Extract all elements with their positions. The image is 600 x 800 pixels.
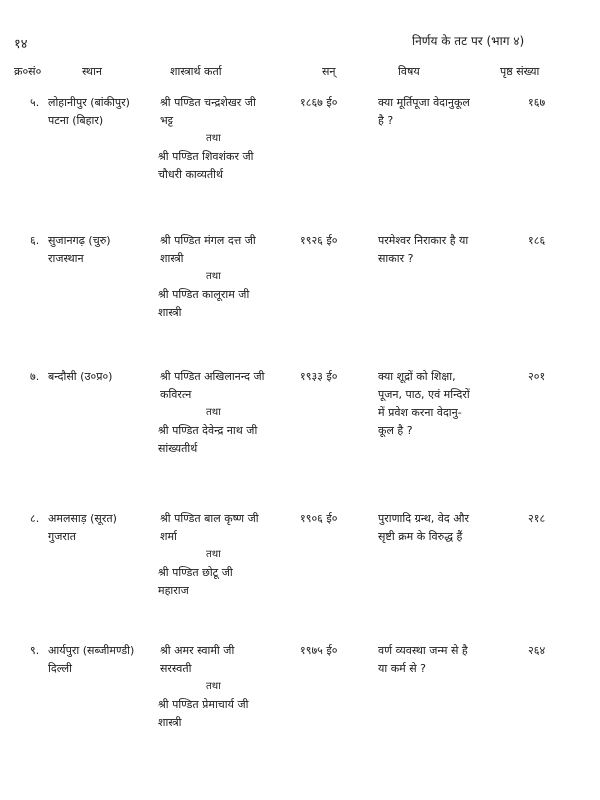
row-debater-second: सांख्यतीर्थ [158, 442, 198, 455]
row-debater-second: श्री पण्डित प्रेमाचार्य जी [158, 698, 249, 711]
row-place: राजस्थान [48, 252, 84, 265]
row-debater-first: श्री पण्डित अखिलानन्द जी [160, 370, 265, 383]
row-subject: पुराणादि ग्रन्थ, वेद और [378, 512, 469, 525]
header-year: सन् [322, 65, 336, 78]
header-subject: विषय [398, 65, 420, 78]
row-debater-second: श्री पण्डित देवेन्द्र नाथ जी [158, 424, 258, 437]
row-debater-second: महाराज [158, 584, 189, 597]
row-number: ९. [30, 644, 40, 657]
row-conjunction: तथा [206, 549, 221, 560]
row-subject: क्या मूर्तिपूजा वेदानुकूल [378, 96, 470, 109]
row-debater-first: श्री पण्डित मंगल दत्त जी [160, 234, 256, 247]
row-place: अमलसाड़ (सूरत) [48, 512, 117, 525]
row-year: १९२६ ई० [300, 234, 338, 247]
page-number: १४ [14, 37, 28, 52]
row-subject: या कर्म से ? [378, 662, 427, 675]
row-debater-first: कविरत्न [160, 388, 192, 401]
row-debater-second: श्री पण्डित कालूराम जी [158, 288, 250, 301]
row-subject: सृष्टी क्रम के विरुद्ध हैं [378, 530, 463, 543]
header-debaters: शास्त्रार्थ कर्ता [170, 65, 222, 78]
row-debater-first: श्री अमर स्वामी जी [160, 644, 235, 657]
row-page-number: २६४ [528, 644, 546, 657]
row-debater-first: शर्मा [160, 530, 177, 543]
row-subject: में प्रवेश करना वेदानु- [378, 406, 462, 419]
row-debater-second: शास्त्री [158, 716, 182, 729]
row-number: ६. [30, 234, 40, 247]
row-page-number: २०१ [528, 370, 546, 383]
row-place: आर्यपुरा (सब्जीमण्डी) [48, 644, 135, 657]
row-place: गुजरात [48, 530, 76, 543]
row-subject: परमेश्वर निराकार है या [378, 234, 469, 247]
row-subject: साकार ? [378, 252, 414, 265]
row-place: बन्दौसी (उ०प्र०) [48, 370, 113, 383]
row-year: १८६७ ई० [300, 96, 338, 109]
row-year: १९३३ ई० [300, 370, 338, 383]
row-place: सुजानगढ़ (चुरु) [48, 234, 111, 247]
row-debater-second: शास्त्री [158, 306, 182, 319]
row-conjunction: तथा [206, 407, 221, 418]
row-page-number: १८६ [528, 234, 546, 247]
header-place: स्थान [82, 65, 103, 78]
running-head: निर्णय के तट पर (भाग ४) [412, 34, 525, 48]
row-debater-first: श्री पण्डित बाल कृष्ण जी [160, 512, 259, 525]
row-subject: वर्ण व्यवस्था जन्म से है [378, 644, 468, 657]
row-number: ८. [30, 512, 40, 525]
row-number: ७. [30, 370, 40, 383]
header-serial: क्र०सं० [14, 65, 42, 78]
row-debater-second: श्री पण्डित छोटू जी [158, 566, 233, 579]
row-year: १९७५ ई० [300, 644, 338, 657]
row-subject: क्या शूद्रों को शिक्षा, [378, 370, 456, 383]
row-debater-first: भट्ट [160, 114, 174, 127]
row-debater-first: श्री पण्डित चन्द्रशेखर जी [160, 96, 256, 109]
row-page-number: १६७ [528, 96, 546, 109]
row-conjunction: तथा [206, 271, 221, 282]
row-year: १९०६ ई० [300, 512, 338, 525]
row-subject: है ? [378, 114, 394, 127]
header-page: पृष्ठ संख्या [500, 65, 540, 78]
row-debater-first: शास्त्री [160, 252, 184, 265]
row-debater-second: श्री पण्डित शिवशंकर जी [158, 150, 254, 163]
row-place: लोहानीपुर (बांकीपुर) [48, 96, 130, 109]
row-subject: पूजन, पाठ, एवं मन्दिरों [378, 388, 470, 401]
row-place: पटना (बिहार) [48, 114, 104, 127]
row-debater-second: चौधरी काव्यतीर्थ [158, 168, 224, 181]
row-place: दिल्ली [48, 662, 72, 675]
row-conjunction: तथा [206, 133, 221, 144]
row-number: ५. [30, 96, 40, 109]
row-debater-first: सरस्वती [160, 662, 192, 675]
row-conjunction: तथा [206, 681, 221, 692]
row-page-number: २१८ [528, 512, 546, 525]
row-subject: कूल है ? [378, 424, 413, 437]
